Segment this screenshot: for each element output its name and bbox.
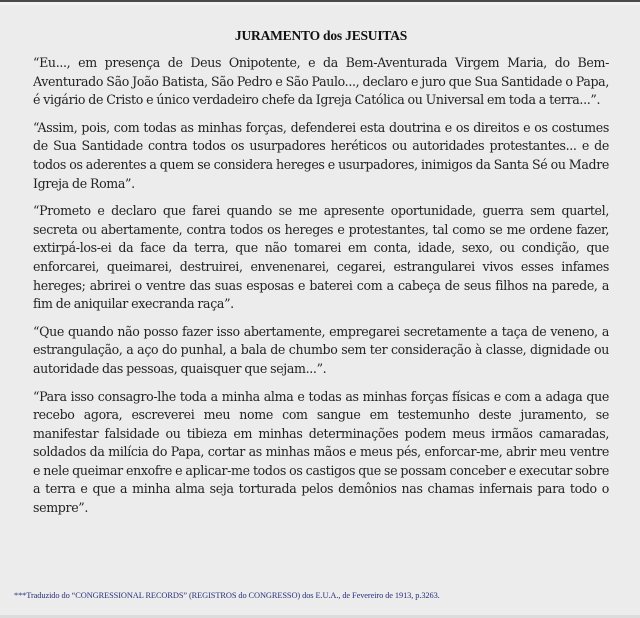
document-title: JURAMENTO dos JESUITAS [234, 28, 408, 43]
top-highlight [0, 2, 640, 5]
paragraph-secret-means: “Que quando não posso fazer isso abertamente, empregarei secretamente a taça de veneno, a estrangulação, a aço do punhal, a bala de chumbo sem ter consideração à classe, dignidade ou autoridade das pessoas, quaisquer que sejam...”. [33, 323, 609, 376]
paragraph-defense: “Assim, pois, com todas as minhas forças, defenderei esta doutrina e os direitos e os costumes de Sua Santidade contra todos os usurpadores heréticos ou autoridades protestantes... e de todos os aderentes a quem se considera hereges e usurpadores, inimigos da Santa Sé ou Madre Igreja de Roma”. [33, 119, 609, 191]
source-footnote: ***Traduzido do “CONGRESSIONAL RECORDS” (REGISTROS do CONGRESSO) dos E.U.A., de Fevereiro de 1913, p.3263. [14, 591, 440, 600]
document-page [33, 28, 609, 527]
paragraph-promise: “Prometo e declaro que farei quando se me apresente oportunidade, guerra sem quartel, secreta ou abertamente, contra todos os hereges e protestantes, tal como se me ordene fazer, extirpá-los-ei da face da terra, que não tomarei em conta, idade, sexo, ou condição, que enforcarei, queimarei, destruirei, envenenarei, cegarei, estrangularei vivos esses infames hereges; abrirei o ventre das suas esposas e baterei com a cabeça de seus filhos na parede, a fim de aniquilar execranda raça”. [33, 203, 609, 312]
paragraph-consecration: “Para isso consagro-lhe toda a minha alma e todas as minhas forças físicas e com a adaga que recebo agora, escreverei meu nome com sangue em testemunho deste juramento, se manifestar falsidade ou tibieza em minhas determinações podem meus irmãos camaradas, soldados da milícia do Papa, cortar as minhas mãos e meus pés, enforcar-me, abrir meu ventre e nele queimar enxofre e aplicar-me todos os castigos que se possam conceber e executar sobre a terra e que a minha alma seja torturada pelos demônios nas chamas infernais para todo o sempre”. [33, 388, 609, 516]
paragraph-invocation: “Eu..., em presença de Deus Onipotente, e da Bem-Aventurada Virgem Maria, do Bem-Aventurado São João Batista, São Pedro e São Paulo..., declaro e juro que Sua Santidade o Papa, é vigário de Cristo e único verdadeiro chefe da Igreja Católica ou Universal em toda a terra...”. [33, 55, 609, 108]
